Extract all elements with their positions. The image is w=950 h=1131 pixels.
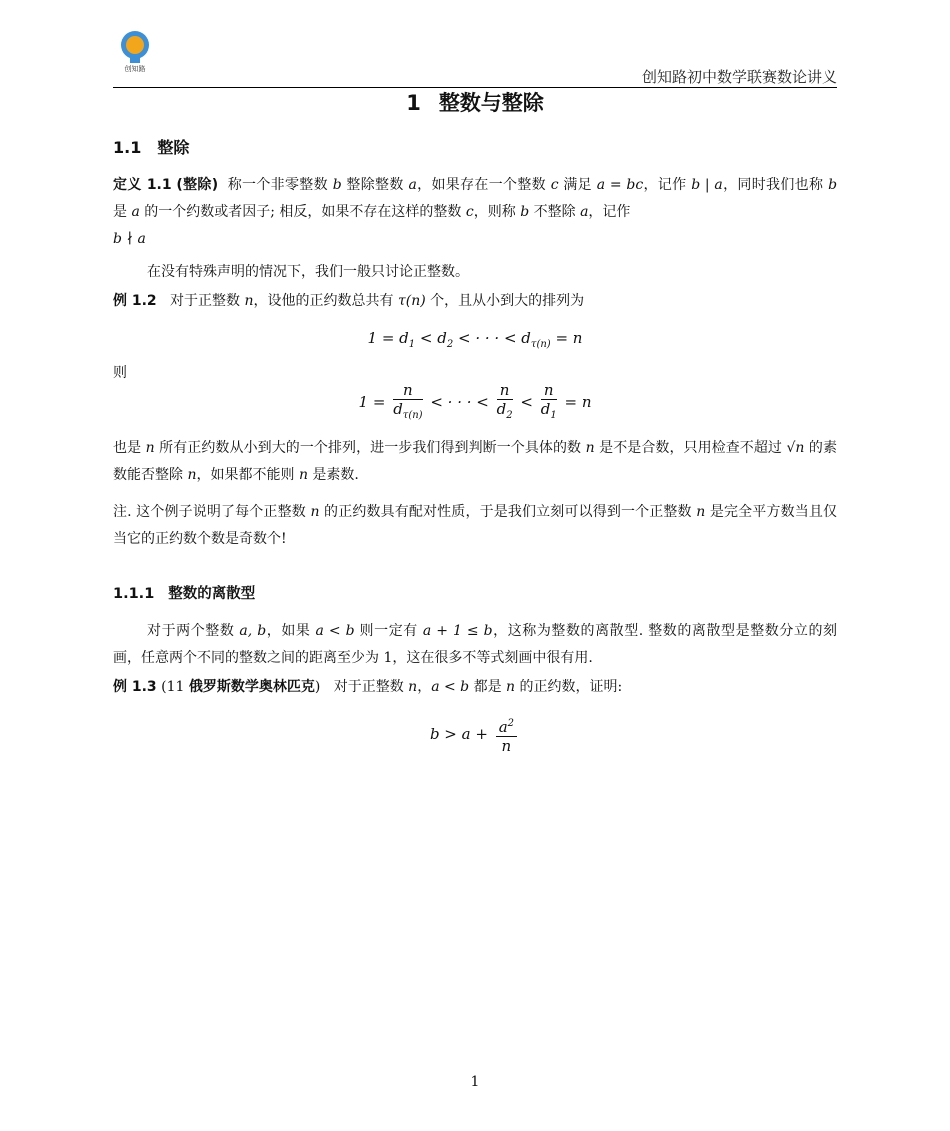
chapter-heading [113, 90, 837, 116]
section-title: 整除 [157, 138, 190, 157]
discreteness-paragraph: 对于两个整数 a, b，如果 a < b 则一定有 a + 1 ≤ b，这称为整数的离散型. 整数的离散型是整数分立的刻画，任意两个不同的整数之间的距离至少为 1，这在很多不等式刻画中很有用. [113, 623, 838, 666]
header-rule [113, 87, 837, 88]
example-1-2: 例 1.2 对于正整数 n，设他的正约数总共有 τ(n) 个，且从小到大的排列为 [113, 293, 585, 309]
definition-label: 定义 1.1 [113, 177, 172, 193]
equation-inequality: b > a + $\frac{a^2}{n}$ [113, 715, 837, 755]
remark-label: 注. [113, 504, 132, 520]
equation-quotient-order: 1 = $\frac{n}{d_{\tau(n)}}$ < · · · < $\frac{n}{d_2}$ < $\frac{n}{d_1}$ = n [113, 381, 837, 425]
logo-text: 创知路 [124, 65, 146, 73]
fraction: $\frac{n}{d_2}$ [496, 381, 513, 421]
subsection-heading [113, 584, 837, 604]
fraction: $\frac{a^2}{n}$ [496, 715, 517, 755]
subsection-title: 整数的离散型 [168, 586, 256, 602]
fraction: $\frac{n}{d_1}$ [540, 381, 557, 421]
equation-divisor-order: $1 = d_1 < d_2$ < · · · < $d_{\tau(n)} = n$ [367, 329, 583, 350]
fraction: $\frac{n}{d_{\tau(n)}}$ [393, 381, 423, 421]
definition-1-1: 定义 1.1 (整除) 称一个非零整数 b 整除整数 a，如果存在一个整数 c 满足 a = bc，记作 b | a，同时我们也称 b 是 a 的一个约数或者因子; 相反，如果不存在这样的整数 c，则称 b 不整除 a，记作 b ∤ a [113, 177, 838, 247]
example-label: 例 1.3 [113, 679, 157, 695]
chapter-title: 整数与整除 [438, 91, 544, 115]
lightbulb-icon [113, 28, 157, 78]
subsection-number: 1.1.1 [113, 586, 155, 602]
example-label: 例 1.2 [113, 293, 157, 309]
remark: 注. 这个例子说明了每个正整数 n 的正约数具有配对性质，于是我们立刻可以得到一个正整数 n 是完全平方数当且仅当它的正约数个数是奇数个! [113, 504, 837, 547]
brand-logo [113, 28, 157, 78]
example-1-2-conclusion: 也是 n 所有正约数从小到大的一个排列，进一步我们得到判断一个具体的数 n 是不是合数，只用检查不超过 √n 的素数能否整除 n，如果都不能则 n 是素数. [113, 440, 837, 483]
example-1-3: 例 1.3 (11 俄罗斯数学奥林匹克) 对于正整数 n，a < b 都是 n 的正约数，证明: [113, 679, 623, 695]
then-label: 则 [113, 365, 127, 381]
content [113, 90, 837, 765]
section-heading [113, 138, 837, 158]
header-title: 创知路初中数学联赛数论讲义 [641, 68, 837, 86]
chapter-number: 1 [406, 91, 421, 115]
positive-integers-note: 在没有特殊声明的情况下，我们一般只讨论正整数。 [147, 264, 469, 280]
section-number: 1.1 [113, 138, 142, 157]
example-source: 俄罗斯数学奥林匹克 [188, 679, 315, 695]
page-number: 1 [470, 1074, 480, 1090]
definition-name: (整除) [176, 177, 219, 193]
